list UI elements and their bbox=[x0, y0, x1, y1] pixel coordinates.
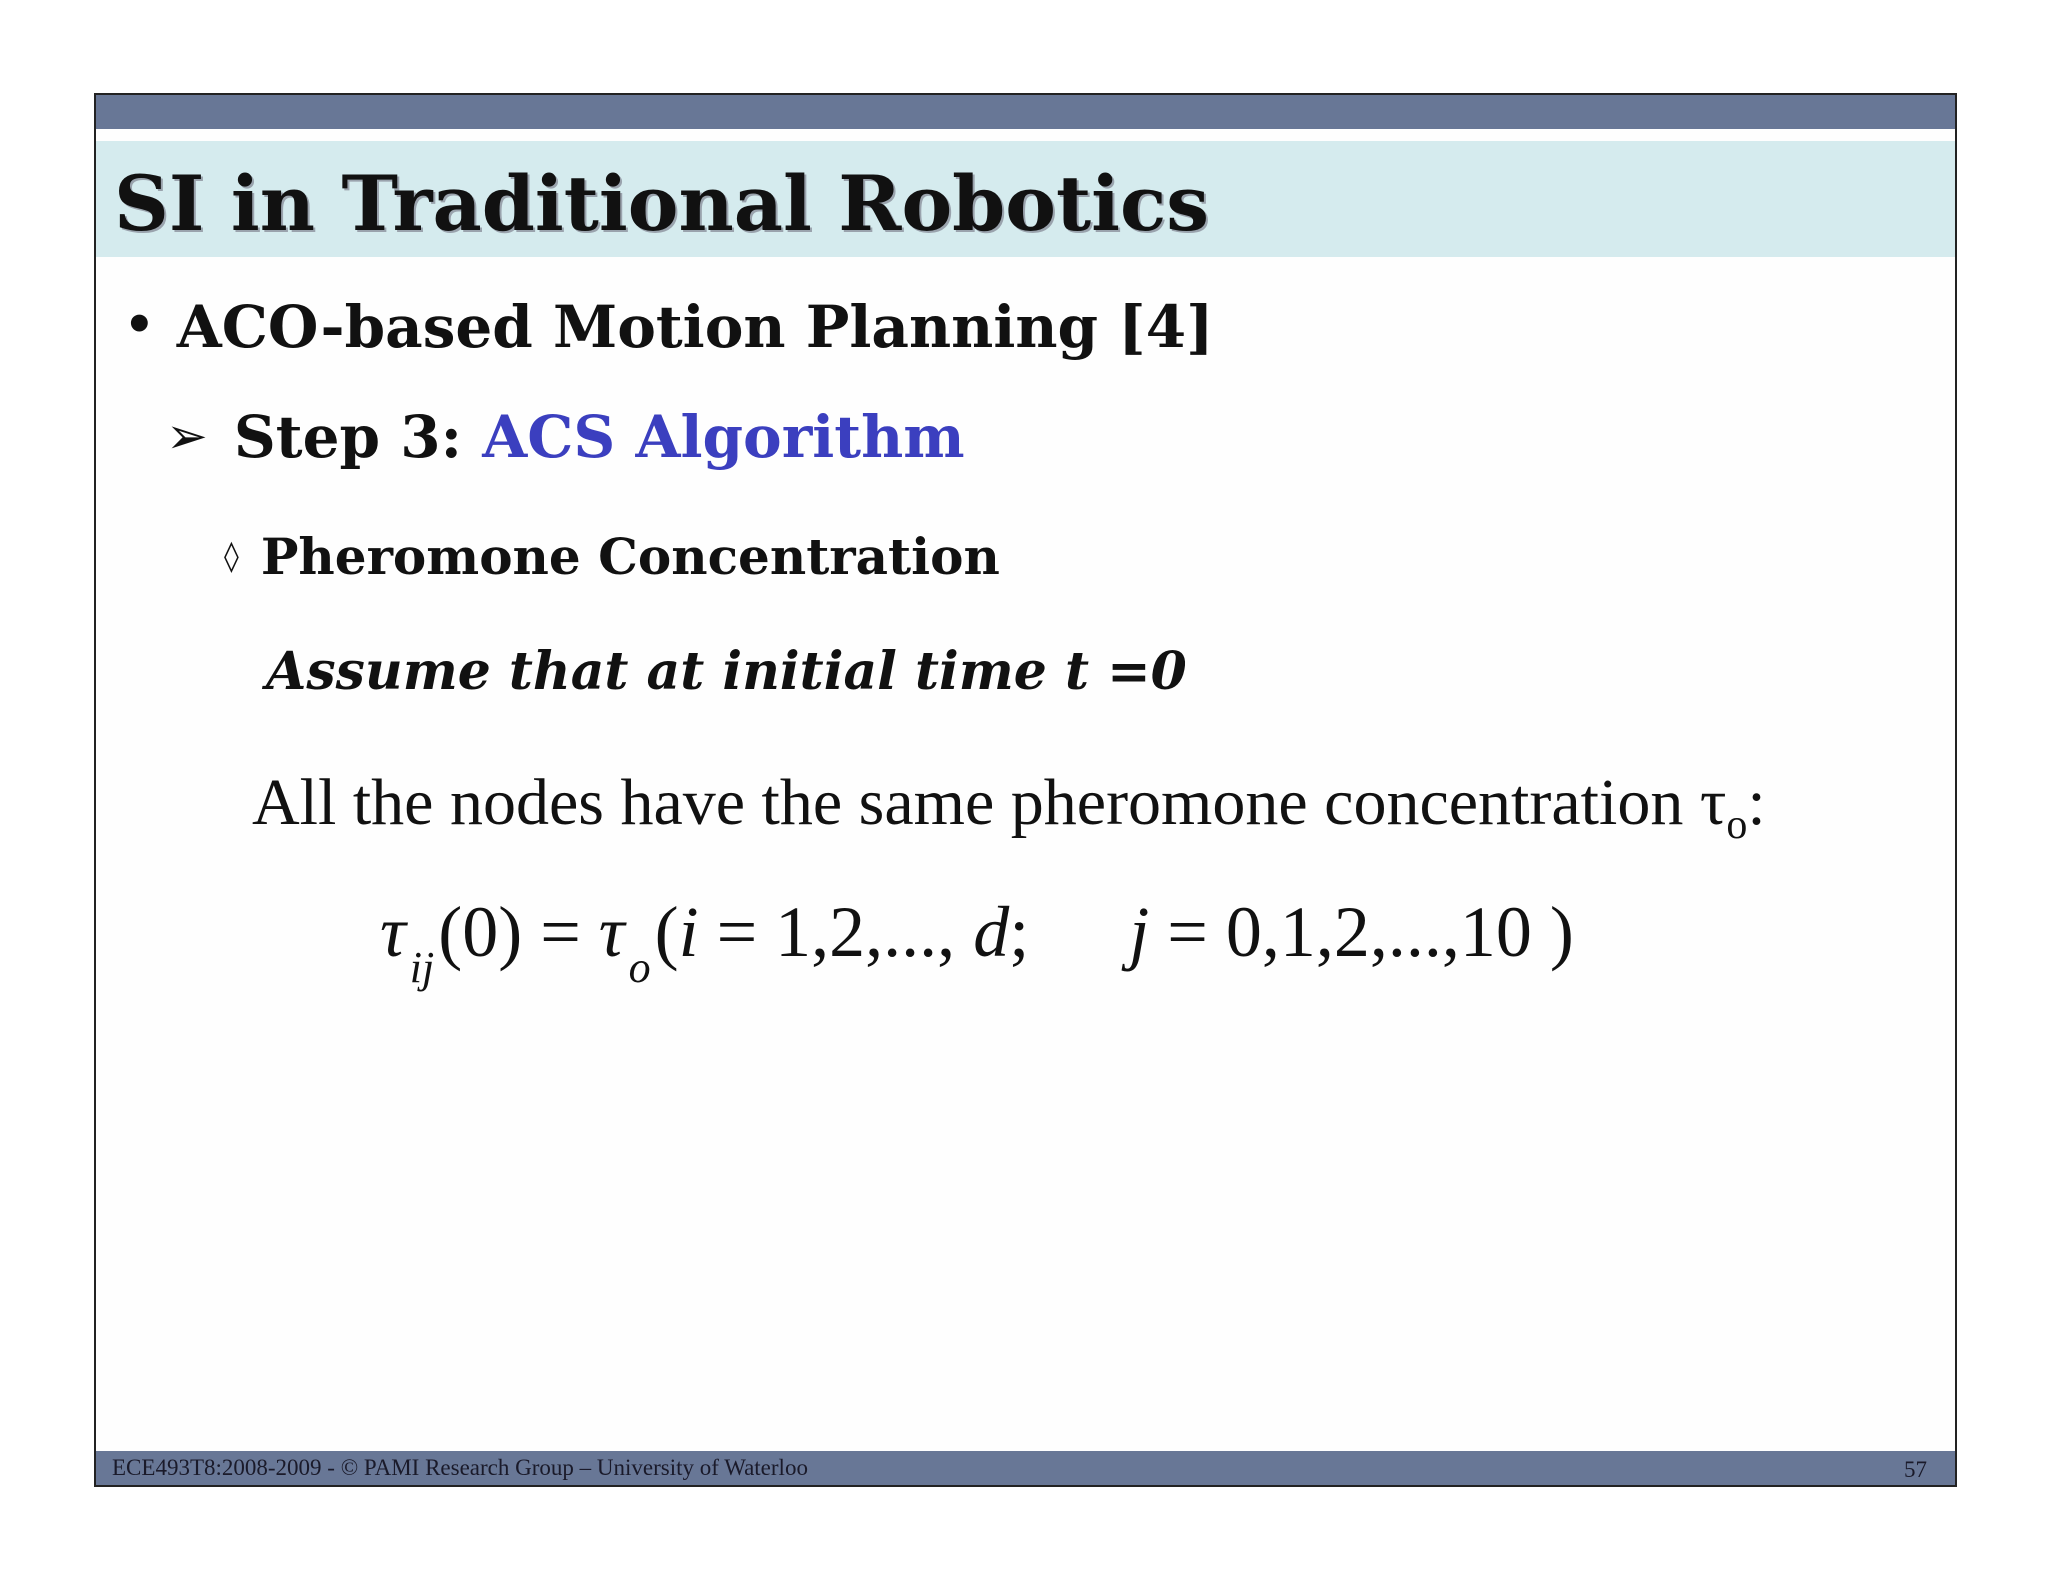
slide-title: SI in Traditional Robotics bbox=[114, 159, 1210, 248]
eq-var-d: d bbox=[973, 892, 1010, 972]
bullet-dot-icon: • bbox=[124, 297, 155, 353]
diamond-bullet-icon: ◊ bbox=[224, 539, 239, 574]
arrow-bullet-icon: ➢ bbox=[166, 407, 208, 465]
eq-paren-open: ( bbox=[654, 892, 679, 972]
eq-semicolon: ; bbox=[1009, 892, 1030, 972]
bullet-level-3 bbox=[224, 527, 1000, 586]
eq-tau-2: τ bbox=[598, 892, 625, 972]
bullet-level-1-text: ACO-based Motion Planning [4] bbox=[176, 293, 1214, 361]
header-bar bbox=[96, 95, 1955, 129]
bullet-level-1 bbox=[124, 293, 1214, 361]
page-number: 57 bbox=[1904, 1457, 1927, 1482]
assumption-text: Assume that at initial time t =0 bbox=[266, 641, 1187, 702]
bullet-level-3-text: Pheromone Concentration bbox=[260, 527, 1000, 586]
eq-part-3: = 0,1,2,...,10 ) bbox=[1149, 892, 1574, 972]
bullet-level-2 bbox=[166, 403, 965, 471]
slide-frame bbox=[94, 93, 1957, 1487]
bullet-level-2-prefix: Step 3: bbox=[233, 403, 483, 471]
equation bbox=[380, 891, 1574, 992]
footer-bar bbox=[96, 1451, 1955, 1485]
eq-var-i: i bbox=[678, 892, 699, 972]
eq-sub-ij: ij bbox=[409, 943, 435, 992]
eq-tau-1: τ bbox=[380, 892, 406, 972]
eq-part-2: = 1,2,..., bbox=[698, 892, 974, 972]
statement-main: All the nodes have the same pheromone concentration τ bbox=[252, 766, 1727, 839]
eq-part-1: (0) = bbox=[438, 892, 599, 972]
eq-sub-o: o bbox=[628, 943, 651, 992]
bullet-level-2-accent: ACS Algorithm bbox=[482, 403, 965, 471]
eq-var-j: j bbox=[1129, 892, 1150, 972]
statement-end: : bbox=[1747, 766, 1766, 839]
statement-subscript: o bbox=[1726, 802, 1748, 848]
statement-text bbox=[252, 765, 1766, 849]
footer-credit: ECE493T8:2008-2009 - © PAMI Research Group – University of Waterloo bbox=[112, 1455, 808, 1480]
